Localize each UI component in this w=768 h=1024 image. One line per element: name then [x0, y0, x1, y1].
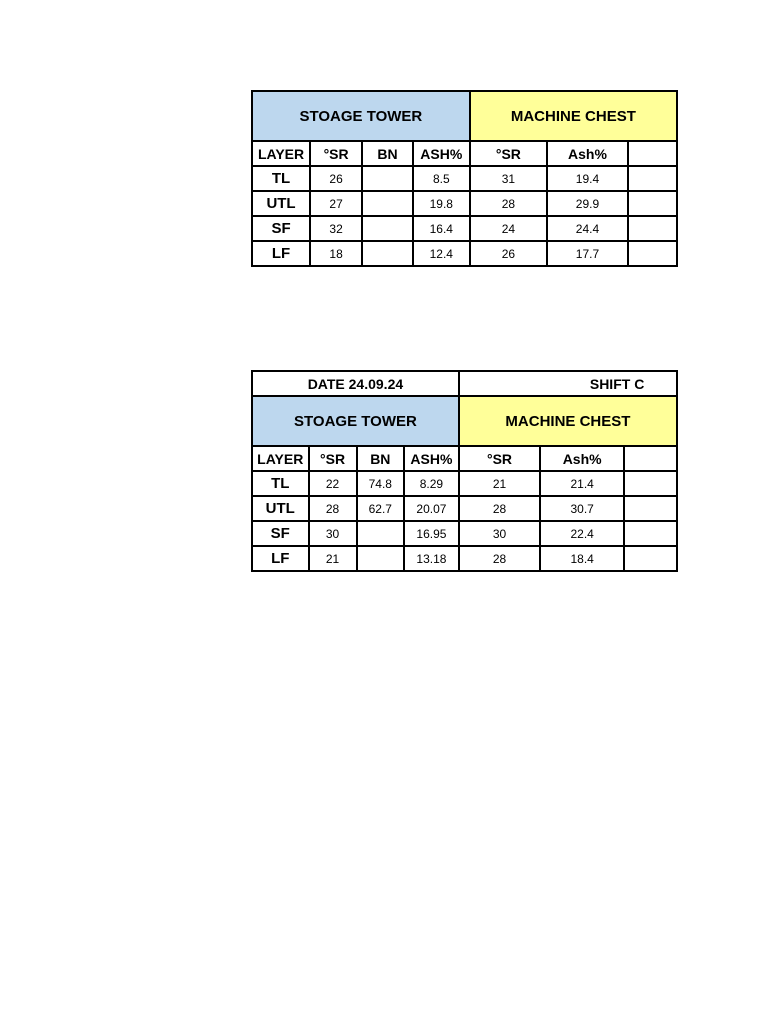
table-row	[252, 166, 677, 191]
ash-cell: 8.5	[413, 166, 470, 191]
mc-ash-cell: 30.7	[540, 496, 624, 521]
bn-cell	[357, 546, 404, 571]
ash-cell: 8.29	[404, 471, 459, 496]
ash-cell: 19.8	[413, 191, 470, 216]
layer-cell: SF	[252, 216, 310, 241]
column-header-row	[252, 446, 677, 471]
table-row	[252, 216, 677, 241]
machine-chest-header: MACHINE CHEST	[459, 396, 677, 446]
storage-tower-header: STOAGE TOWER	[252, 91, 470, 141]
mc-sr-cell: 30	[459, 521, 540, 546]
table-row	[252, 546, 677, 571]
table-row	[252, 471, 677, 496]
empty-cell	[624, 446, 677, 471]
ash-cell: 16.95	[404, 521, 459, 546]
layer-cell: UTL	[252, 496, 309, 521]
mc-ash-cell: 22.4	[540, 521, 624, 546]
empty-cell	[624, 521, 677, 546]
mc-ash-cell: 17.7	[547, 241, 628, 266]
date-label: DATE 24.09.24	[252, 371, 459, 396]
layer-table-2	[251, 370, 678, 572]
mc-sr-cell: 24	[470, 216, 547, 241]
bn-cell	[357, 521, 404, 546]
date-shift-row	[252, 371, 677, 396]
col-header-mc-sr: °SR	[470, 141, 547, 166]
empty-cell	[624, 546, 677, 571]
layer-cell: LF	[252, 546, 309, 571]
col-header-bn: BN	[357, 446, 404, 471]
sr-cell: 32	[310, 216, 362, 241]
sr-cell: 26	[310, 166, 362, 191]
bn-cell	[362, 216, 413, 241]
empty-cell	[624, 496, 677, 521]
bn-cell	[362, 166, 413, 191]
col-header-bn: BN	[362, 141, 413, 166]
col-header-sr: °SR	[309, 446, 357, 471]
layer-cell: LF	[252, 241, 310, 266]
sr-cell: 21	[309, 546, 357, 571]
sr-cell: 30	[309, 521, 357, 546]
empty-cell	[628, 216, 677, 241]
layer-cell: UTL	[252, 191, 310, 216]
shift-label: SHIFT C	[459, 371, 677, 396]
mc-sr-cell: 31	[470, 166, 547, 191]
table-row	[252, 241, 677, 266]
col-header-layer: LAYER	[252, 446, 309, 471]
layer-table-1	[251, 90, 678, 267]
col-header-mc-ash: Ash%	[540, 446, 624, 471]
bn-cell	[362, 241, 413, 266]
mc-ash-cell: 24.4	[547, 216, 628, 241]
ash-cell: 13.18	[404, 546, 459, 571]
sr-cell: 18	[310, 241, 362, 266]
mc-ash-cell: 18.4	[540, 546, 624, 571]
sr-cell: 27	[310, 191, 362, 216]
table-row	[252, 191, 677, 216]
col-header-layer: LAYER	[252, 141, 310, 166]
table-row	[252, 521, 677, 546]
mc-sr-cell: 28	[459, 496, 540, 521]
empty-cell	[628, 241, 677, 266]
layer-cell: TL	[252, 166, 310, 191]
empty-cell	[628, 191, 677, 216]
mc-sr-cell: 28	[470, 191, 547, 216]
col-header-ash: ASH%	[404, 446, 459, 471]
col-header-sr: °SR	[310, 141, 362, 166]
sr-cell: 28	[309, 496, 357, 521]
storage-tower-header: STOAGE TOWER	[252, 396, 459, 446]
mc-ash-cell: 19.4	[547, 166, 628, 191]
ash-cell: 20.07	[404, 496, 459, 521]
layer-cell: TL	[252, 471, 309, 496]
col-header-mc-ash: Ash%	[547, 141, 628, 166]
col-header-mc-sr: °SR	[459, 446, 540, 471]
bn-cell: 74.8	[357, 471, 404, 496]
col-header-ash: ASH%	[413, 141, 470, 166]
sr-cell: 22	[309, 471, 357, 496]
section-header-row	[252, 91, 677, 141]
mc-sr-cell: 26	[470, 241, 547, 266]
bn-cell	[362, 191, 413, 216]
mc-sr-cell: 21	[459, 471, 540, 496]
machine-chest-header: MACHINE CHEST	[470, 91, 677, 141]
ash-cell: 16.4	[413, 216, 470, 241]
section-header-row	[252, 396, 677, 446]
bn-cell: 62.7	[357, 496, 404, 521]
empty-cell	[624, 471, 677, 496]
table-row	[252, 496, 677, 521]
column-header-row	[252, 141, 677, 166]
empty-cell	[628, 166, 677, 191]
empty-cell	[628, 141, 677, 166]
mc-ash-cell: 21.4	[540, 471, 624, 496]
mc-sr-cell: 28	[459, 546, 540, 571]
mc-ash-cell: 29.9	[547, 191, 628, 216]
ash-cell: 12.4	[413, 241, 470, 266]
layer-cell: SF	[252, 521, 309, 546]
